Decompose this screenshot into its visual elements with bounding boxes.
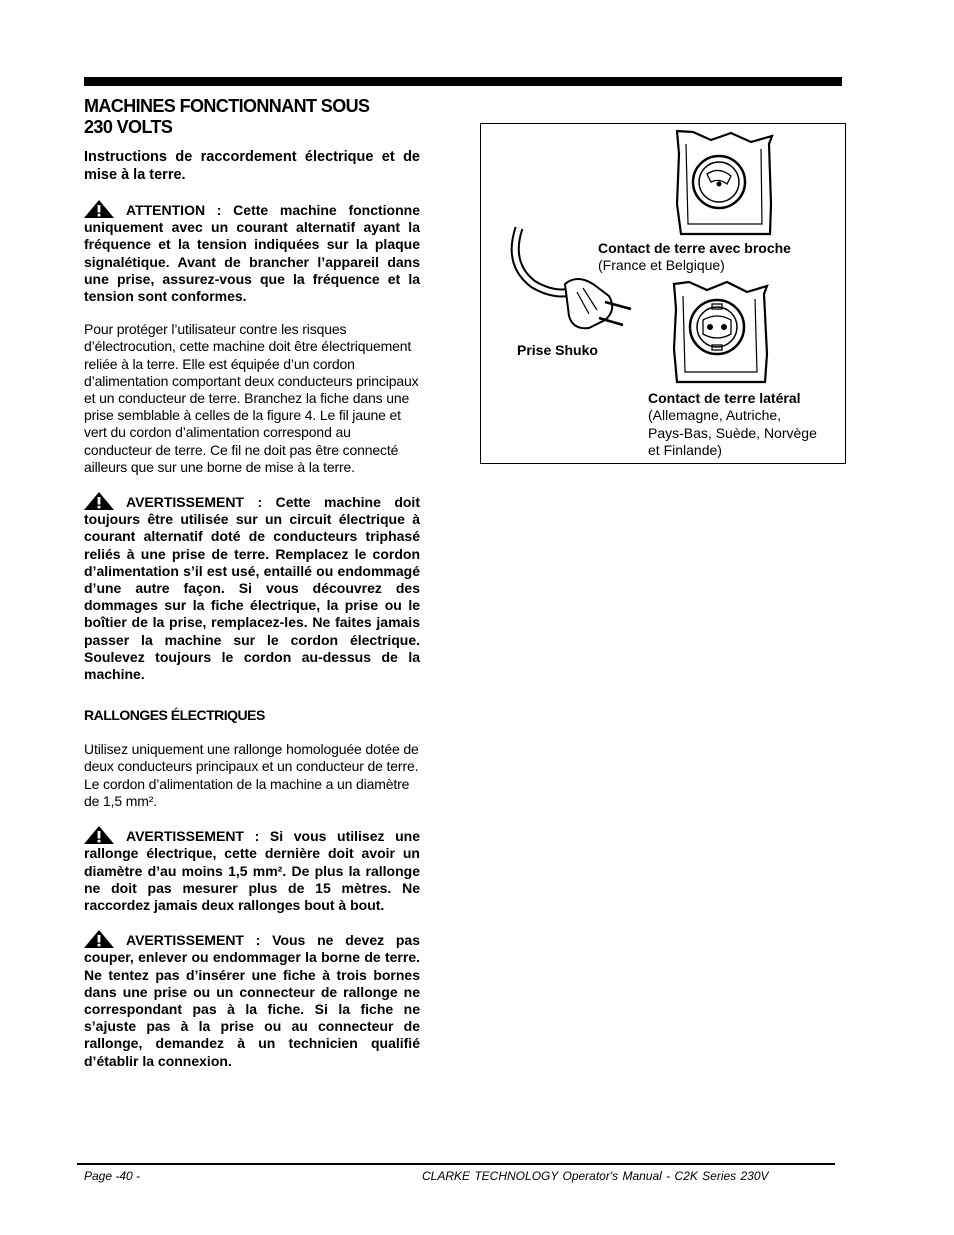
warning-block-1	[84, 492, 420, 683]
title-line-1: MACHINES FONCTIONNANT SOUS	[84, 96, 370, 116]
pin-earth-label	[598, 240, 791, 275]
warning-icon	[84, 930, 114, 948]
bottom-rule	[77, 1163, 835, 1165]
warning-text-3: AVERTISSEMENT : Vous ne devez pas couper, enlever ou endommager la borne de terre. Ne tentez pas d’insérer une fiche à trois bornes dans une prise ou un connecteur de rallonge ne correspondant pas à la fiche. Si la fiche ne s’ajuste pas à la prise ou au connecteur de rallonge, demandez à un technicien qualifié d’établir la connexion.	[84, 932, 420, 1069]
attention-block	[84, 200, 420, 305]
side-earth-countries-3: et Finlande)	[648, 441, 722, 458]
main-column	[84, 96, 420, 1070]
side-earth-title: Contact de terre latéral	[648, 390, 801, 406]
pin-earth-countries: (France et Belgique)	[598, 257, 725, 274]
pin-earth-socket-icon	[677, 131, 772, 234]
warning-text-1: AVERTISSEMENT : Cette machine doit toujours être utilisée sur un circuit électrique à courant alternatif doté de conducteurs triphasé reliés à une prise de terre. Remplacez le cordon d’alimentation s’il est usé, entaillé ou endommagé d’une autre façon. Si vous découvrez des dommages sur la fiche électrique, la prise ou le boîtier de la prise, remplacez-les. Ne faites jamais passer la machine sur le cordon électrique. Soulevez toujours le cordon au-dessus de la machine.	[84, 494, 420, 683]
warning-icon	[84, 826, 114, 844]
side-earth-countries-2: Pays-Bas, Suède, Norvège	[648, 424, 817, 441]
warning-block-2	[84, 826, 420, 914]
section-heading-extensions: RALLONGES ÉLECTRIQUES	[84, 707, 265, 724]
side-earth-countries-1: (Allemagne, Autriche,	[648, 407, 782, 424]
warning-icon	[84, 492, 114, 510]
warning-icon	[84, 200, 114, 218]
page-title	[84, 96, 420, 138]
manual-footer: CLARKE TECHNOLOGY Operator's Manual - C2K Series 230V	[422, 1169, 769, 1183]
plug-title: Prise Shuko	[517, 342, 598, 358]
subtitle: Instructions de raccordement électrique et de mise à la terre.	[84, 149, 420, 183]
page-number: Page -40 -	[84, 1169, 141, 1183]
extension-paragraph: Utilisez uniquement une rallonge homologuée dotée de deux conducteurs principaux et un conducteur de terre. Le cordon d’alimentation de la machine a un diamètre de 1,5 mm².	[84, 741, 419, 809]
grounding-paragraph: Pour protéger l’utilisateur contre les risques d’électrocution, cette machine doit être électriquement reliée à la terre. Elle est équipée d’un cordon d’alimentation comportant deux conducteurs principaux et un conducteur de terre. Branchez la fiche dans une prise semblable à celles de la figure 4. Le fil jaune et vert du cordon d’alimentation correspond au conducteur de terre. Ce fil ne doit pas être connecté ailleurs que sur une borne de mise à la terre.	[84, 321, 419, 475]
side-earth-label	[648, 390, 817, 459]
plug-label	[517, 342, 598, 359]
warning-text-2: AVERTISSEMENT : Si vous utilisez une rallonge électrique, cette dernière doit avoir un diamètre d’au moins 1,5 mm². De plus la rallonge ne doit pas mesurer plus de 15 mètres. Ne raccordez jamais deux rallonges bout à bout.	[84, 828, 420, 913]
figure-4-plugs	[480, 123, 846, 464]
pin-earth-title: Contact de terre avec broche	[598, 240, 791, 256]
attention-text: ATTENTION : Cette machine fonctionne uniquement avec un courant alternatif ayant la fréquence et la tension indiquées sur la plaque signalétique. Avant de brancher l’appareil dans une prise, assurez-vous que la fréquence et la tension sont conformes.	[84, 202, 420, 305]
side-earth-socket-icon	[674, 282, 767, 382]
top-rule	[84, 77, 842, 86]
warning-block-3	[84, 930, 420, 1070]
title-line-2: 230 VOLTS	[84, 117, 173, 137]
